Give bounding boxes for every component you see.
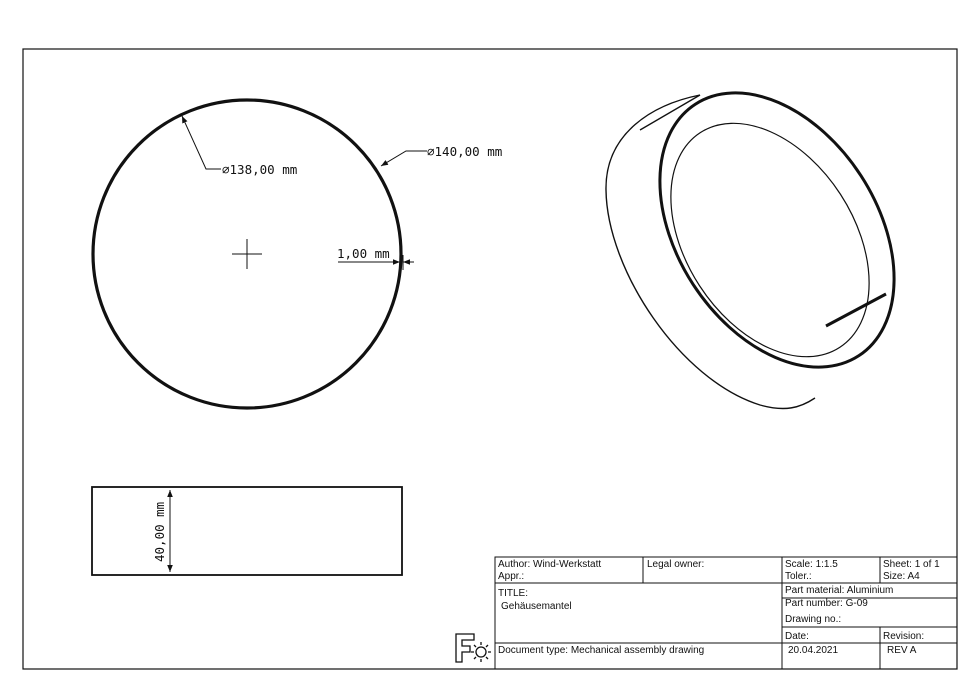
tb-drawing-no: Drawing no.: (785, 614, 842, 625)
top-view (93, 100, 502, 408)
title-block-text (498, 559, 940, 656)
outer-diameter-leader (381, 151, 427, 166)
tb-appr: Appr.: (498, 571, 525, 582)
tb-date-value: 20.04.2021 (788, 645, 839, 656)
tb-title-label: TITLE: (498, 588, 529, 599)
isometric-view (606, 50, 943, 411)
tb-scale: Scale: 1:1.5 (785, 559, 838, 570)
iso-seam-line (826, 294, 886, 326)
tb-title-value: Gehäusemantel (501, 601, 572, 612)
tb-legal-owner: Legal owner: (647, 559, 705, 570)
tb-toler: Toler.: (785, 571, 812, 582)
freecad-logo-icon (456, 634, 491, 662)
tb-part-number: Part number: G-09 (785, 598, 868, 609)
tb-document-type: Document type: Mechanical assembly drawing (498, 645, 705, 656)
tb-revision-value: REV A (887, 645, 917, 656)
outer-diameter-label: ⌀140,00 mm (427, 144, 503, 159)
side-view (92, 487, 402, 575)
tb-author: Author: Wind-Werkstatt (498, 559, 602, 570)
iso-front-ellipse (611, 50, 942, 411)
wall-thickness-label: 1,00 mm (337, 246, 390, 261)
height-label: 40,00 mm (152, 501, 167, 562)
tb-sheet: Sheet: 1 of 1 (883, 559, 940, 570)
iso-top-edge-line (640, 95, 700, 130)
tb-revision-label: Revision: (883, 631, 925, 642)
side-view-rectangle (92, 487, 402, 575)
inner-diameter-label: ⌀138,00 mm (222, 162, 298, 177)
inner-diameter-leader (182, 116, 221, 169)
tb-date-label: Date: (785, 631, 809, 642)
tb-size: Size: A4 (883, 571, 920, 582)
sheet-border (23, 49, 957, 669)
tb-part-material: Part material: Aluminium (785, 585, 894, 596)
